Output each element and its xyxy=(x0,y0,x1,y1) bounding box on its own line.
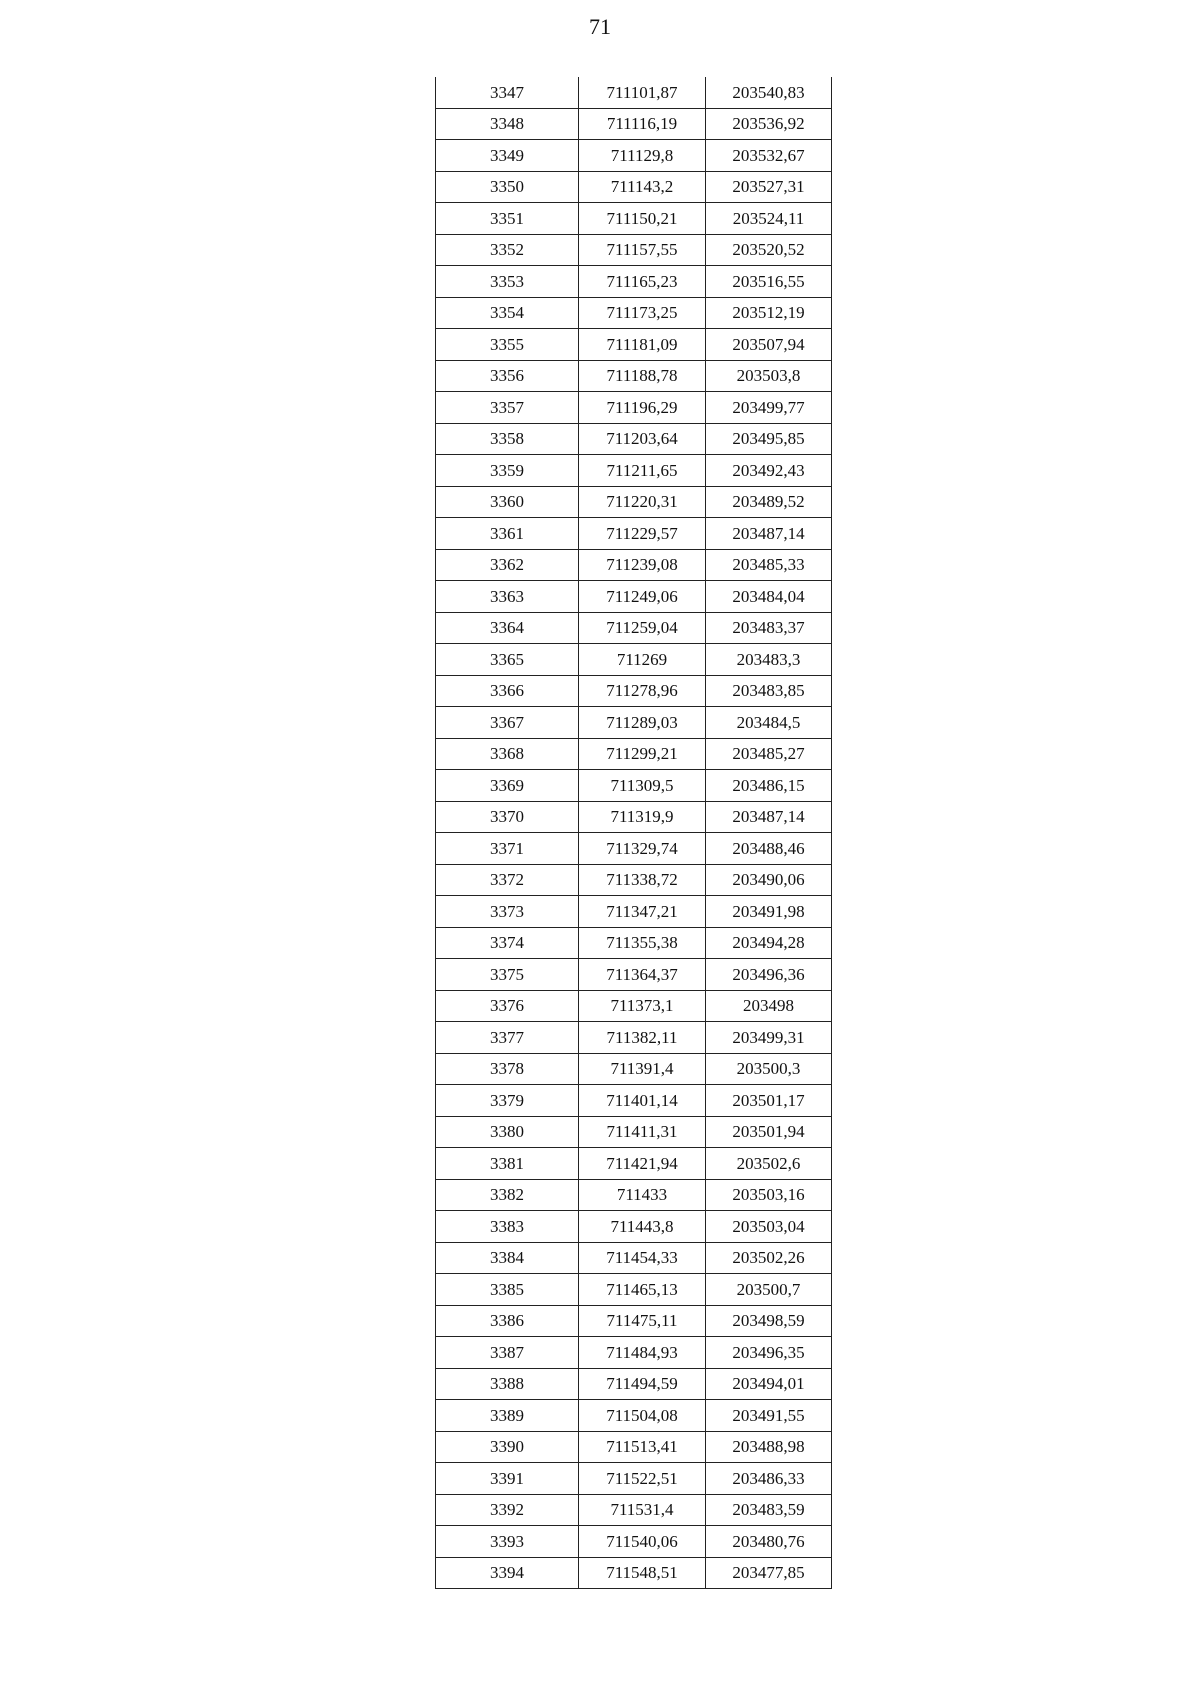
x-coordinate-cell: 711157,55 xyxy=(579,234,706,266)
point-number-cell: 3377 xyxy=(436,1022,579,1054)
y-coordinate-cell: 203512,19 xyxy=(706,297,832,329)
y-coordinate-cell: 203527,31 xyxy=(706,171,832,203)
table-row xyxy=(436,801,832,833)
table-row xyxy=(436,738,832,770)
x-coordinate-cell: 711522,51 xyxy=(579,1463,706,1495)
y-coordinate-cell: 203492,43 xyxy=(706,455,832,487)
point-number-cell: 3381 xyxy=(436,1148,579,1180)
point-number-cell: 3375 xyxy=(436,959,579,991)
table-row xyxy=(436,1494,832,1526)
y-coordinate-cell: 203495,85 xyxy=(706,423,832,455)
y-coordinate-cell: 203503,8 xyxy=(706,360,832,392)
point-number-cell: 3365 xyxy=(436,644,579,676)
y-coordinate-cell: 203500,7 xyxy=(706,1274,832,1306)
table-row xyxy=(436,486,832,518)
x-coordinate-cell: 711347,21 xyxy=(579,896,706,928)
y-coordinate-cell: 203500,3 xyxy=(706,1053,832,1085)
x-coordinate-cell: 711278,96 xyxy=(579,675,706,707)
table-row xyxy=(436,329,832,361)
point-number-cell: 3351 xyxy=(436,203,579,235)
table-row xyxy=(436,675,832,707)
table-row xyxy=(436,896,832,928)
point-number-cell: 3371 xyxy=(436,833,579,865)
y-coordinate-cell: 203502,26 xyxy=(706,1242,832,1274)
x-coordinate-cell: 711143,2 xyxy=(579,171,706,203)
y-coordinate-cell: 203483,37 xyxy=(706,612,832,644)
table-row xyxy=(436,1242,832,1274)
point-number-cell: 3384 xyxy=(436,1242,579,1274)
y-coordinate-cell: 203477,85 xyxy=(706,1557,832,1589)
y-coordinate-cell: 203536,92 xyxy=(706,108,832,140)
table-row xyxy=(436,707,832,739)
point-number-cell: 3392 xyxy=(436,1494,579,1526)
x-coordinate-cell: 711443,8 xyxy=(579,1211,706,1243)
point-number-cell: 3380 xyxy=(436,1116,579,1148)
point-number-cell: 3361 xyxy=(436,518,579,550)
point-number-cell: 3378 xyxy=(436,1053,579,1085)
point-number-cell: 3358 xyxy=(436,423,579,455)
y-coordinate-cell: 203520,52 xyxy=(706,234,832,266)
point-number-cell: 3373 xyxy=(436,896,579,928)
x-coordinate-cell: 711299,21 xyxy=(579,738,706,770)
y-coordinate-cell: 203488,98 xyxy=(706,1431,832,1463)
table-row xyxy=(436,1274,832,1306)
x-coordinate-cell: 711411,31 xyxy=(579,1116,706,1148)
point-number-cell: 3363 xyxy=(436,581,579,613)
y-coordinate-cell: 203498,59 xyxy=(706,1305,832,1337)
point-number-cell: 3374 xyxy=(436,927,579,959)
y-coordinate-cell: 203499,77 xyxy=(706,392,832,424)
point-number-cell: 3352 xyxy=(436,234,579,266)
x-coordinate-cell: 711484,93 xyxy=(579,1337,706,1369)
x-coordinate-cell: 711540,06 xyxy=(579,1526,706,1558)
x-coordinate-cell: 711150,21 xyxy=(579,203,706,235)
point-number-cell: 3387 xyxy=(436,1337,579,1369)
point-number-cell: 3382 xyxy=(436,1179,579,1211)
y-coordinate-cell: 203502,6 xyxy=(706,1148,832,1180)
y-coordinate-cell: 203532,67 xyxy=(706,140,832,172)
table-row xyxy=(436,392,832,424)
point-number-cell: 3390 xyxy=(436,1431,579,1463)
point-number-cell: 3370 xyxy=(436,801,579,833)
point-number-cell: 3391 xyxy=(436,1463,579,1495)
x-coordinate-cell: 711259,04 xyxy=(579,612,706,644)
point-number-cell: 3355 xyxy=(436,329,579,361)
table-row xyxy=(436,770,832,802)
x-coordinate-cell: 711249,06 xyxy=(579,581,706,613)
y-coordinate-cell: 203494,01 xyxy=(706,1368,832,1400)
y-coordinate-cell: 203483,85 xyxy=(706,675,832,707)
point-number-cell: 3349 xyxy=(436,140,579,172)
table-row xyxy=(436,171,832,203)
y-coordinate-cell: 203489,52 xyxy=(706,486,832,518)
x-coordinate-cell: 711433 xyxy=(579,1179,706,1211)
x-coordinate-cell: 711329,74 xyxy=(579,833,706,865)
x-coordinate-cell: 711355,38 xyxy=(579,927,706,959)
point-number-cell: 3388 xyxy=(436,1368,579,1400)
table-row xyxy=(436,1116,832,1148)
x-coordinate-cell: 711165,23 xyxy=(579,266,706,298)
x-coordinate-cell: 711229,57 xyxy=(579,518,706,550)
x-coordinate-cell: 711548,51 xyxy=(579,1557,706,1589)
point-number-cell: 3385 xyxy=(436,1274,579,1306)
x-coordinate-cell: 711188,78 xyxy=(579,360,706,392)
y-coordinate-cell: 203486,15 xyxy=(706,770,832,802)
x-coordinate-cell: 711382,11 xyxy=(579,1022,706,1054)
table-row xyxy=(436,266,832,298)
table-row xyxy=(436,234,832,266)
coordinates-table-body xyxy=(436,77,832,1589)
point-number-cell: 3356 xyxy=(436,360,579,392)
x-coordinate-cell: 711269 xyxy=(579,644,706,676)
table-row xyxy=(436,518,832,550)
table-row xyxy=(436,1400,832,1432)
table-row xyxy=(436,1337,832,1369)
x-coordinate-cell: 711504,08 xyxy=(579,1400,706,1432)
table-row xyxy=(436,1053,832,1085)
table-row xyxy=(436,203,832,235)
point-number-cell: 3372 xyxy=(436,864,579,896)
y-coordinate-cell: 203499,31 xyxy=(706,1022,832,1054)
table-row xyxy=(436,927,832,959)
x-coordinate-cell: 711364,37 xyxy=(579,959,706,991)
x-coordinate-cell: 711203,64 xyxy=(579,423,706,455)
y-coordinate-cell: 203496,36 xyxy=(706,959,832,991)
point-number-cell: 3354 xyxy=(436,297,579,329)
y-coordinate-cell: 203485,27 xyxy=(706,738,832,770)
table-row xyxy=(436,297,832,329)
y-coordinate-cell: 203488,46 xyxy=(706,833,832,865)
x-coordinate-cell: 711309,5 xyxy=(579,770,706,802)
x-coordinate-cell: 711338,72 xyxy=(579,864,706,896)
point-number-cell: 3389 xyxy=(436,1400,579,1432)
y-coordinate-cell: 203498 xyxy=(706,990,832,1022)
table-row xyxy=(436,1557,832,1589)
x-coordinate-cell: 711173,25 xyxy=(579,297,706,329)
coordinates-table xyxy=(435,77,832,1589)
point-number-cell: 3360 xyxy=(436,486,579,518)
x-coordinate-cell: 711129,8 xyxy=(579,140,706,172)
table-row xyxy=(436,612,832,644)
x-coordinate-cell: 711211,65 xyxy=(579,455,706,487)
y-coordinate-cell: 203516,55 xyxy=(706,266,832,298)
y-coordinate-cell: 203486,33 xyxy=(706,1463,832,1495)
point-number-cell: 3364 xyxy=(436,612,579,644)
table-row xyxy=(436,1022,832,1054)
x-coordinate-cell: 711531,4 xyxy=(579,1494,706,1526)
point-number-cell: 3383 xyxy=(436,1211,579,1243)
y-coordinate-cell: 203491,55 xyxy=(706,1400,832,1432)
page-number: 71 xyxy=(589,14,611,39)
table-row xyxy=(436,1148,832,1180)
x-coordinate-cell: 711101,87 xyxy=(579,77,706,108)
table-row xyxy=(436,455,832,487)
table-row xyxy=(436,360,832,392)
point-number-cell: 3368 xyxy=(436,738,579,770)
x-coordinate-cell: 711513,41 xyxy=(579,1431,706,1463)
point-number-cell: 3347 xyxy=(436,77,579,108)
y-coordinate-cell: 203483,3 xyxy=(706,644,832,676)
x-coordinate-cell: 711319,9 xyxy=(579,801,706,833)
x-coordinate-cell: 711289,03 xyxy=(579,707,706,739)
table-row xyxy=(436,1526,832,1558)
table-row xyxy=(436,833,832,865)
y-coordinate-cell: 203524,11 xyxy=(706,203,832,235)
point-number-cell: 3367 xyxy=(436,707,579,739)
x-coordinate-cell: 711373,1 xyxy=(579,990,706,1022)
y-coordinate-cell: 203496,35 xyxy=(706,1337,832,1369)
table-row xyxy=(436,549,832,581)
table-row xyxy=(436,959,832,991)
table-row xyxy=(436,644,832,676)
table-row xyxy=(436,108,832,140)
y-coordinate-cell: 203494,28 xyxy=(706,927,832,959)
table-row xyxy=(436,423,832,455)
point-number-cell: 3350 xyxy=(436,171,579,203)
table-row xyxy=(436,1085,832,1117)
point-number-cell: 3393 xyxy=(436,1526,579,1558)
table-row xyxy=(436,1305,832,1337)
point-number-cell: 3379 xyxy=(436,1085,579,1117)
table-row xyxy=(436,1179,832,1211)
x-coordinate-cell: 711454,33 xyxy=(579,1242,706,1274)
y-coordinate-cell: 203501,17 xyxy=(706,1085,832,1117)
table-row xyxy=(436,990,832,1022)
y-coordinate-cell: 203507,94 xyxy=(706,329,832,361)
point-number-cell: 3357 xyxy=(436,392,579,424)
y-coordinate-cell: 203490,06 xyxy=(706,864,832,896)
y-coordinate-cell: 203480,76 xyxy=(706,1526,832,1558)
x-coordinate-cell: 711220,31 xyxy=(579,486,706,518)
y-coordinate-cell: 203487,14 xyxy=(706,801,832,833)
point-number-cell: 3369 xyxy=(436,770,579,802)
x-coordinate-cell: 711116,19 xyxy=(579,108,706,140)
table-row xyxy=(436,140,832,172)
y-coordinate-cell: 203485,33 xyxy=(706,549,832,581)
table-row xyxy=(436,1431,832,1463)
point-number-cell: 3353 xyxy=(436,266,579,298)
table-row xyxy=(436,864,832,896)
table-row xyxy=(436,1463,832,1495)
point-number-cell: 3386 xyxy=(436,1305,579,1337)
point-number-cell: 3359 xyxy=(436,455,579,487)
x-coordinate-cell: 711401,14 xyxy=(579,1085,706,1117)
table-row xyxy=(436,1211,832,1243)
point-number-cell: 3362 xyxy=(436,549,579,581)
table-row xyxy=(436,581,832,613)
x-coordinate-cell: 711391,4 xyxy=(579,1053,706,1085)
y-coordinate-cell: 203483,59 xyxy=(706,1494,832,1526)
point-number-cell: 3376 xyxy=(436,990,579,1022)
y-coordinate-cell: 203540,83 xyxy=(706,77,832,108)
y-coordinate-cell: 203487,14 xyxy=(706,518,832,550)
x-coordinate-cell: 711196,29 xyxy=(579,392,706,424)
table-row xyxy=(436,77,832,108)
x-coordinate-cell: 711239,08 xyxy=(579,549,706,581)
y-coordinate-cell: 203484,04 xyxy=(706,581,832,613)
point-number-cell: 3366 xyxy=(436,675,579,707)
point-number-cell: 3348 xyxy=(436,108,579,140)
x-coordinate-cell: 711494,59 xyxy=(579,1368,706,1400)
y-coordinate-cell: 203491,98 xyxy=(706,896,832,928)
x-coordinate-cell: 711181,09 xyxy=(579,329,706,361)
y-coordinate-cell: 203503,16 xyxy=(706,1179,832,1211)
x-coordinate-cell: 711475,11 xyxy=(579,1305,706,1337)
x-coordinate-cell: 711465,13 xyxy=(579,1274,706,1306)
table-row xyxy=(436,1368,832,1400)
point-number-cell: 3394 xyxy=(436,1557,579,1589)
y-coordinate-cell: 203503,04 xyxy=(706,1211,832,1243)
x-coordinate-cell: 711421,94 xyxy=(579,1148,706,1180)
y-coordinate-cell: 203484,5 xyxy=(706,707,832,739)
y-coordinate-cell: 203501,94 xyxy=(706,1116,832,1148)
